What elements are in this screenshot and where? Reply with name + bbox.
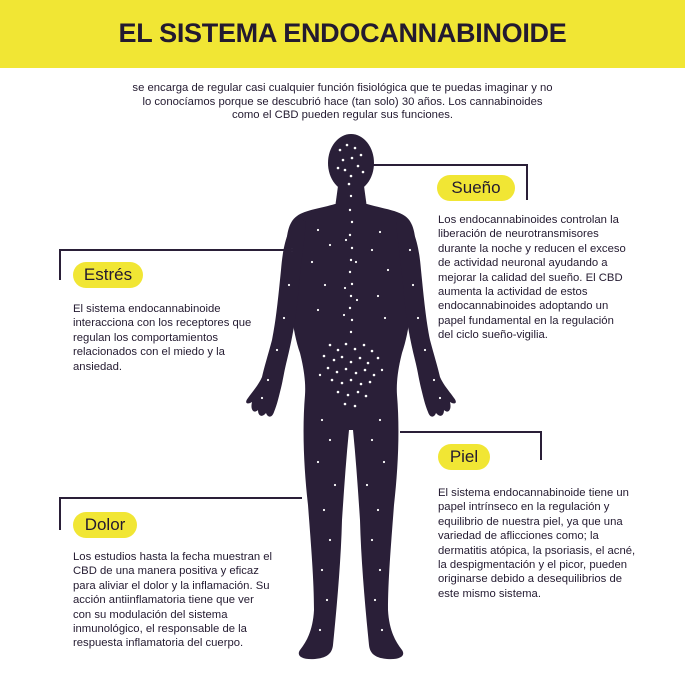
- label-estres: Estrés: [73, 262, 143, 288]
- page-title: EL SISTEMA ENDOCANNABINOIDE: [118, 18, 567, 48]
- text-dolor: Los estudios hasta la fecha muestran el CBD de una manera positiva y eficaz para aliviar el dolor y la inflamación. Su acción antiinflamatoria tiene que ver con su modulación del sistema inmunológico, el responsable de la respuesta inflamatoria del cuerpo.: [73, 551, 273, 650]
- label-dolor: Dolor: [73, 512, 137, 538]
- label-piel: Piel: [438, 444, 490, 470]
- text-sueno: Los endocannabinoides controlan la liberación de neurotransmisores durante la noche y reducen el exceso de actividad neuronal ayudando a mejorar la calidad del sueño. El CBD aumenta la actividad de estos endocannabinoides adoptando un papel fundamental en la regulación del ciclo sueño-vigilia.: [438, 214, 626, 342]
- intro-text: se encarga de regular casi cualquier función fisiológica que te puedas imaginar y no lo conocíamos porque se descubrió hace (tan solo) 30 años. Los cannabinoides como el CBD pueden regular sus funciones.: [132, 82, 553, 122]
- human-silhouette: [246, 134, 456, 659]
- text-piel: El sistema endocannabinoide tiene un papel intrínseco en la regulación y equilibrio de nuestra piel, ya que una variedad de aflicciones como; la dermatitis atópica, la psoriasis, el acné, la despigmentación y el picor, pueden originarse debido a desequilibrios de este mismo sistema.: [438, 487, 636, 600]
- text-estres: El sistema endocannabinoide interacciona con los receptores que regulan los comportamientos relacionados con el miedo y la ansiedad.: [73, 303, 252, 373]
- label-sueno: Sueño: [437, 175, 515, 201]
